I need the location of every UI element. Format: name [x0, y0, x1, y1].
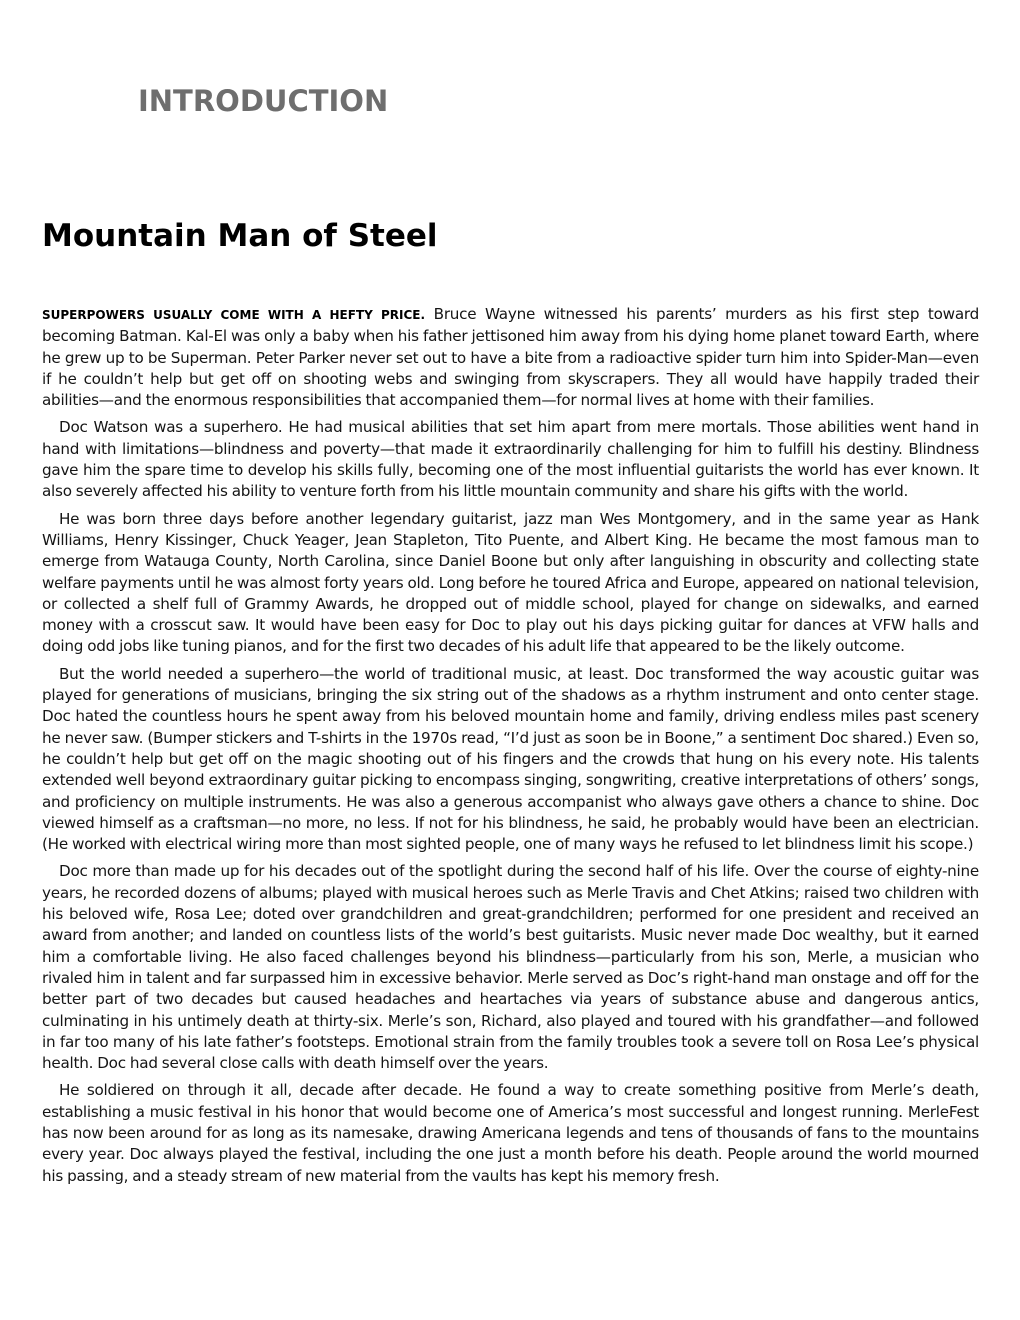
- chapter-body: [42, 304, 979, 1193]
- paragraph-2: Doc Watson was a superhero. He had musical abilities that set him apart from mere mortals. Those abilities went hand in hand with limitations—blindness and poverty—that made it extraordinarily challenging for him to fulfill his destiny. Blindness gave him the spare time to develop his skills fully, becoming one of the most influential guitarists the world has ever known. It also severely affected his ability to venture forth from his little mountain community and share his gifts with the world.: [42, 418, 979, 501]
- paragraph-4: But the world needed a superhero—the world of traditional music, at least. Doc transformed the way acoustic guitar was played for generations of musicians, bringing the six string out of the shadows as a rhythm instrument and onto center stage. Doc hated the countless hours he spent away from his beloved mountain home and family, driving endless miles past scenery he never saw. (Bumper stickers and T-shirts in the 1970s read, “I’d just as soon be in Boone,” a sentiment Doc shared.) Even so, he couldn’t help but get off on the magic shooting out of his fingers and the crowds that hung on his every note. His talents extended well beyond extraordinary guitar picking to encompass singing, songwriting, creative interpretations of others’ songs, and proficiency on multiple instruments. He was also a generous accompanist who always gave others a chance to shine. Doc viewed himself as a craftsman—no more, no less. If not for his blindness, he said, he probably would have been an electrician. (He worked with electrical wiring more than most sighted people, one of many ways he refused to let blindness limit his scope.): [42, 664, 979, 854]
- paragraph-1-text: Bruce Wayne witnessed his parents’ murders as his first step toward becoming Batman. Kal-El was only a baby when his father jettisoned him away from his dying home planet toward Earth, where he grew up to be Superman. Peter Parker never set out to have a bite from a radioactive spider turn him into Spider-Man—even if he couldn’t help but get off on shooting webs and swinging from skyscrapers. They all would have happily traded their abilities—and the enormous responsibilities that accompanied them—for normal lives at home with their families.: [42, 305, 979, 410]
- paragraph-1: [42, 304, 979, 411]
- section-label: INTRODUCTION: [138, 84, 389, 118]
- lead-in: SUPERPOWERS USUALLY COME WITH A HEFTY PRICE.: [42, 308, 426, 322]
- paragraph-6: He soldiered on through it all, decade after decade. He found a way to create something positive from Merle’s death, establishing a music festival in his honor that would become one of America’s most successful and longest running. MerleFest has now been around for as long as its namesake, drawing Americana legends and tens of thousands of fans to the mountains every year. Doc always played the festival, including the one just a month before his death. People around the world mourned his passing, and a steady stream of new material from the vaults has kept his memory fresh.: [42, 1081, 979, 1185]
- paragraph-5: Doc more than made up for his decades out of the spotlight during the second half of his life. Over the course of eighty-nine years, he recorded dozens of albums; played with musical heroes such as Merle Travis and Chet Atkins; raised two children with his beloved wife, Rosa Lee; doted over grandchildren and great-grandchildren; performed for one president and received an award from another; and landed on countless lists of the world’s best guitarists. Music never made Doc wealthy, but it earned him a comfortable living. He also faced challenges beyond his blindness—particularly from his son, Merle, a musician who rivaled him in talent and far surpassed him in excessive behavior. Merle served as Doc’s right-hand man onstage and off for the better part of two decades but caused headaches and heartaches via years of substance abuse and dangerous antics, culminating in his untimely death at thirty-six. Merle’s son, Richard, also played and toured with his grandfather—and followed in far too many of his late father’s footsteps. Emotional strain from the family troubles took a severe toll on Rosa Lee’s physical health. Doc had several close calls with death himself over the years.: [42, 862, 979, 1073]
- paragraph-3: He was born three days before another legendary guitarist, jazz man Wes Montgomery, and in the same year as Hank Williams, Henry Kissinger, Chuck Yeager, Jean Stapleton, Tito Puente, and Albert King. He became the most famous man to emerge from Watauga County, North Carolina, since Daniel Boone but only after languishing in obscurity and collecting state welfare payments until he was almost forty years old. Long before he toured Africa and Europe, appeared on national television, or collected a shelf full of Grammy Awards, he dropped out of middle school, played for change on sidewalks, and earned money with a crosscut saw. It would have been easy for Doc to play out his days picking guitar for dances at VFW halls and doing odd jobs like tuning pianos, and for the first two decades of his adult life that appeared to be the likely outcome.: [42, 509, 979, 656]
- chapter-title: Mountain Man of Steel: [42, 218, 438, 254]
